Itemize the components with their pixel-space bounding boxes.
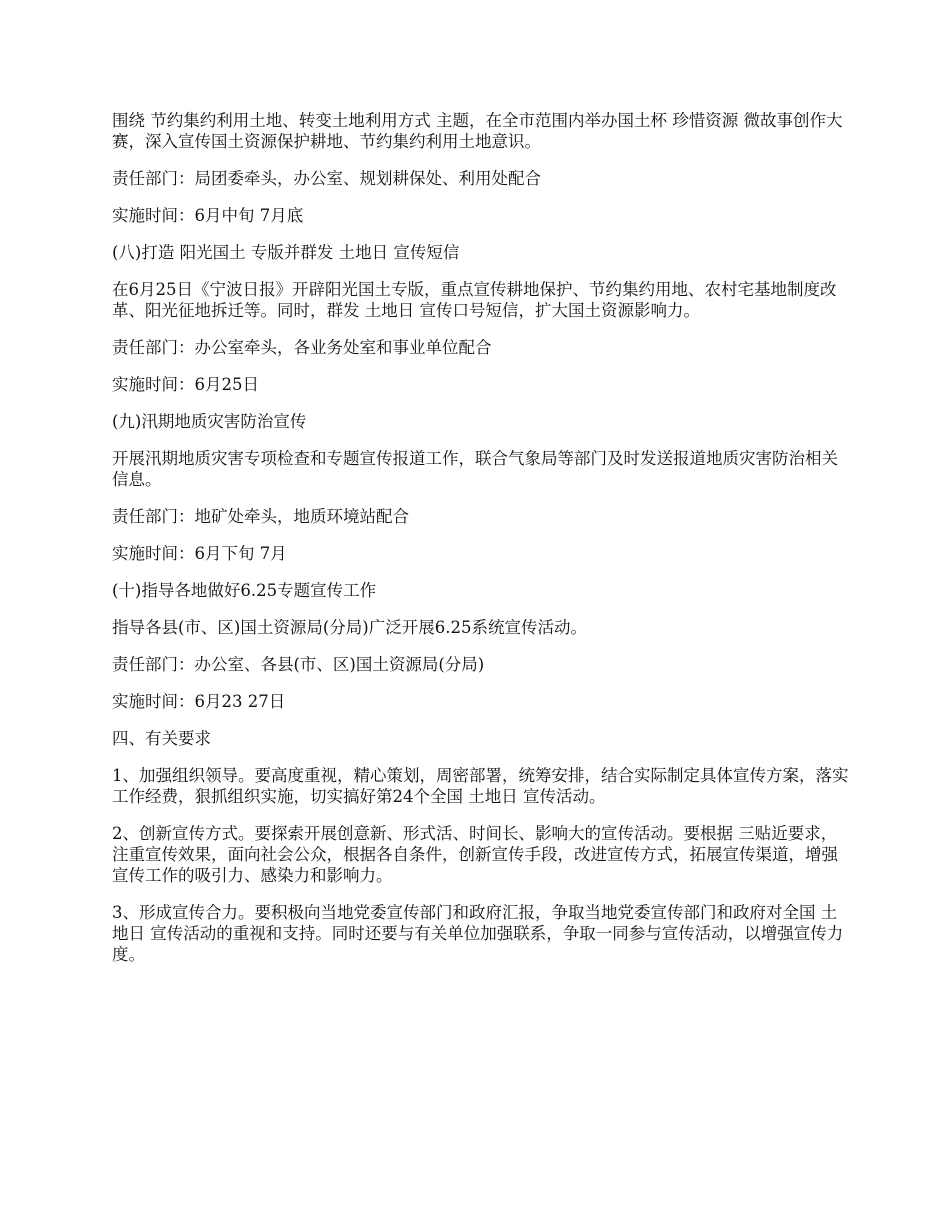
paragraph-newspaper-column: 在6月25日《宁波日报》开辟阳光国土专版，重点宣传耕地保护、节约集约用地、农村宅基地制度改革、阳光征地拆迁等。同时，群发 土地日 宣传口号短信，扩大国土资源影响力。 — [112, 280, 837, 320]
section-heading-10: (十)指导各地做好6.25专题宣传工作 — [112, 581, 377, 600]
section-heading-8: (八)打造 阳光国土 专版并群发 土地日 宣传短信 — [112, 243, 460, 262]
paragraph-responsible-dept: 责任部门：地矿处牵头，地质环境站配合 — [112, 507, 409, 526]
requirement-item-3: 3、形成宣传合力。要积极向当地党委宣传部门和政府汇报，争取当地党委宣传部门和政府对全国 土地日 宣传活动的重视和支持。同时还要与有关单位加强联系，争取一同参与宣传活动，以增强宣传力度。 — [112, 903, 844, 964]
section-heading-requirements: 四、有关要求 — [112, 729, 211, 748]
paragraph-responsible-dept: 责任部门：办公室牵头，各业务处室和事业单位配合 — [112, 338, 492, 357]
document-body — [112, 110, 852, 981]
requirement-item-2: 2、创新宣传方式。要探索开展创意新、形式活、时间长、影响大的宣传活动。要根据 三贴近要求，注重宣传效果，面向社会公众，根据各自条件，创新宣传手段，改进宣传方式，拓展宣传渠道，增强宣传工作的吸引力、感染力和影响力。 — [112, 824, 838, 885]
requirement-item-1: 1、加强组织领导。要高度重视，精心策划，周密部署，统筹安排，结合实际制定具体宣传方案，落实工作经费，狠抓组织实施，切实搞好第24个全国 土地日 宣传活动。 — [112, 766, 849, 806]
paragraph-responsible-dept: 责任部门：办公室、各县(市、区)国土资源局(分局) — [112, 655, 485, 674]
paragraph-guidance: 指导各县(市、区)国土资源局(分局)广泛开展6.25系统宣传活动。 — [112, 618, 587, 637]
paragraph-flood-season: 开展汛期地质灾害专项检查和专题宣传报道工作，联合气象局等部门及时发送报道地质灾害防治相关信息。 — [112, 449, 838, 489]
section-heading-9: (九)汛期地质灾害防治宣传 — [112, 412, 307, 431]
paragraph-implementation-time: 实施时间：6月中旬 7月底 — [112, 206, 304, 225]
paragraph-implementation-time: 实施时间：6月25日 — [112, 375, 259, 394]
paragraph-responsible-dept: 责任部门：局团委牵头，办公室、规划耕保处、利用处配合 — [112, 169, 541, 188]
paragraph-implementation-time: 实施时间：6月23 27日 — [112, 692, 286, 711]
paragraph-theme: 围绕 节约集约利用土地、转变土地利用方式 主题，在全市范围内举办国土杯 珍惜资源 微故事创作大赛，深入宣传国土资源保护耕地、节约集约利用土地意识。 — [112, 111, 843, 151]
paragraph-implementation-time: 实施时间：6月下旬 7月 — [112, 544, 287, 563]
